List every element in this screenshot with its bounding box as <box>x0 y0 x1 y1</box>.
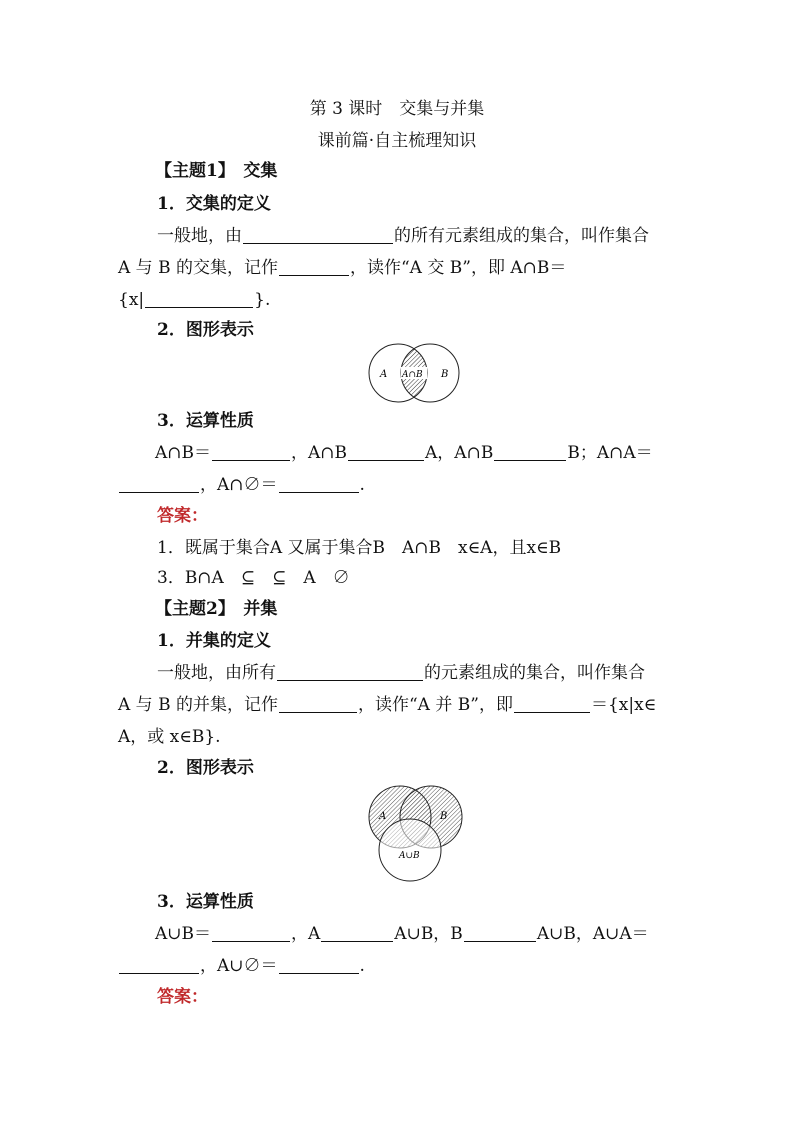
answer-blank[interactable] <box>514 695 590 713</box>
topic2-section1-title: 1．并集的定义 <box>157 631 271 651</box>
set-a-label: A <box>380 369 388 380</box>
text: . <box>359 956 365 976</box>
topic1-answer-1: 1．既属于集合A 又属于集合B A∩B x∈A，且x∈B <box>157 538 562 558</box>
intersection-label: A∩B <box>402 370 423 380</box>
text: A∪B＝ <box>155 924 212 944</box>
topic1-answer-label: 答案： <box>157 506 208 526</box>
text: A∪B，A∪A＝ <box>536 924 649 944</box>
text: 的元素组成的集合，叫作集合 <box>424 663 645 683</box>
topic1-answer-3: 3．B∩A ⊆ ⊆ A ∅ <box>157 568 350 588</box>
topic2-section3-title: 3．运算性质 <box>157 892 254 912</box>
union-label: A∪B <box>399 851 420 861</box>
answer-blank[interactable] <box>321 924 393 942</box>
topic1-heading: 【主题1】 交集 <box>155 161 278 181</box>
topic1-definition-line1 <box>157 225 649 247</box>
answer-blank[interactable] <box>348 443 424 461</box>
text: ，读作“A 交 B”，即 A∩B＝ <box>349 258 567 278</box>
text: . <box>359 475 365 495</box>
text: {x| <box>118 290 145 310</box>
text: A∩B＝ <box>155 443 212 463</box>
topic1-section3-title: 3．运算性质 <box>157 411 254 431</box>
text: 一般地，由所有 <box>157 663 276 683</box>
union-circle <box>379 819 441 881</box>
topic2-heading: 【主题2】 并集 <box>155 599 278 619</box>
text: ，A∩B <box>291 443 348 463</box>
text: B；A∩A＝ <box>567 443 653 463</box>
topic1-properties-line2 <box>118 474 365 496</box>
intersection-venn-diagram <box>362 342 466 404</box>
answer-blank[interactable] <box>243 226 393 244</box>
answer-blank[interactable] <box>212 924 290 942</box>
answer-blank[interactable] <box>119 475 199 493</box>
topic1-properties-line1 <box>155 442 653 464</box>
answer-blank[interactable] <box>279 956 359 974</box>
union-venn-diagram <box>364 784 466 884</box>
set-b-label: B <box>440 811 448 822</box>
answer-blank[interactable] <box>277 663 423 681</box>
text: A∪B，B <box>394 924 463 944</box>
text: A 与 B 的并集，记作 <box>118 695 278 715</box>
topic2-properties-line2 <box>118 955 365 977</box>
set-b-label: B <box>441 369 449 380</box>
text: A 与 B 的交集，记作 <box>118 258 278 278</box>
text: 一般地，由 <box>157 226 242 246</box>
text: A，A∩B <box>425 443 494 463</box>
answer-blank[interactable] <box>119 956 199 974</box>
topic2-definition-line2 <box>118 694 656 716</box>
lesson-subtitle: 课前篇·自主梳理知识 <box>317 131 477 151</box>
text: 的所有元素组成的集合，叫作集合 <box>394 226 649 246</box>
answer-blank[interactable] <box>279 475 359 493</box>
text: ，A∪∅＝ <box>200 956 278 976</box>
topic1-definition-line3 <box>118 289 270 311</box>
topic2-properties-line1 <box>155 923 649 945</box>
topic2-answer-label: 答案： <box>157 987 208 1007</box>
topic2-definition-line3: A，或 x∈B}. <box>118 727 221 747</box>
topic1-section2-title: 2．图形表示 <box>157 320 254 340</box>
text: ，A∩∅＝ <box>200 475 278 495</box>
set-a-label: A <box>379 811 387 822</box>
answer-blank[interactable] <box>279 258 349 276</box>
text: }. <box>254 290 271 310</box>
answer-blank[interactable] <box>494 443 566 461</box>
answer-blank[interactable] <box>464 924 536 942</box>
topic2-definition-line1 <box>157 662 645 684</box>
answer-blank[interactable] <box>212 443 290 461</box>
text: ＝{x|x∈ <box>590 695 657 715</box>
topic1-definition-line2 <box>118 257 566 279</box>
answer-blank[interactable] <box>279 695 357 713</box>
answer-blank[interactable] <box>145 290 253 308</box>
topic1-section1-title: 1．交集的定义 <box>157 194 271 214</box>
topic2-section2-title: 2．图形表示 <box>157 758 254 778</box>
text: ，A <box>291 924 321 944</box>
lesson-title: 第 3 课时 交集与并集 <box>309 99 485 119</box>
text: ，读作“A 并 B”，即 <box>357 695 513 715</box>
